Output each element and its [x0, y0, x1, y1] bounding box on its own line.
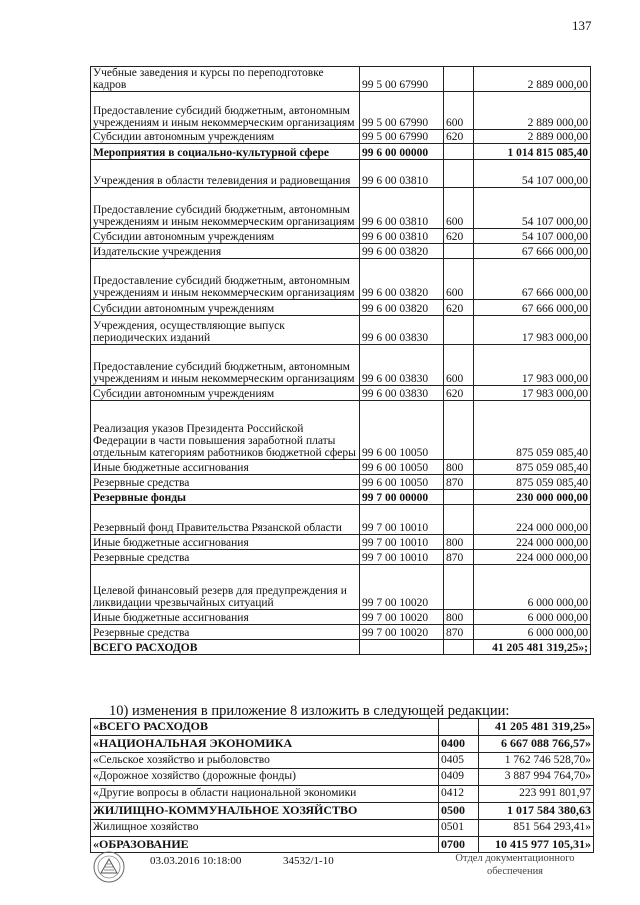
row-vr: 870	[444, 550, 474, 565]
row-amount: 223 991 801,97	[479, 786, 594, 803]
table-row	[91, 188, 591, 229]
row-name: Реализация указов Президента Российской Федерации в части повышения заработной платы отдельным категориям работников бюджетной сферы	[91, 401, 360, 460]
row-name: Жилищное хозяйство	[91, 819, 439, 836]
row-vr: 800	[444, 535, 474, 550]
page-number: 137	[572, 18, 592, 33]
footer-department-line2: обеспечения	[486, 866, 544, 877]
row-name: Резервные средства	[91, 475, 360, 490]
row-code: 99 6 00 03830	[360, 316, 444, 345]
row-name: Учреждения в области телевидения и радиовещания	[91, 160, 360, 188]
expenditure-table-continued	[90, 66, 591, 655]
table-row	[91, 259, 591, 300]
table-row	[91, 836, 594, 853]
row-name: Субсидии автономным учреждениям	[91, 130, 360, 144]
row-name: Предоставление субсидий бюджетным, автономным учреждениям и иным некоммерческим организациям	[91, 259, 360, 300]
table-row	[91, 550, 591, 565]
table-row	[91, 769, 594, 786]
row-code: 99 6 00 03820	[360, 259, 444, 300]
row-code: 0700	[439, 836, 479, 853]
row-code: 99 6 00 03810	[360, 229, 444, 244]
table-row	[91, 625, 591, 640]
row-amount: 1 014 815 085,40	[474, 144, 591, 160]
table-row	[91, 386, 591, 401]
row-vr	[444, 505, 474, 535]
row-amount: 54 107 000,00	[474, 229, 591, 244]
row-code: 99 5 00 67990	[360, 130, 444, 144]
row-code: 99 7 00 00000	[360, 490, 444, 505]
row-vr: 620	[444, 300, 474, 316]
row-name: ВСЕГО РАСХОДОВ	[91, 640, 360, 655]
row-amount: 2 889 000,00	[474, 92, 591, 130]
table-row	[91, 819, 594, 836]
row-name: Резервные фонды	[91, 490, 360, 505]
row-name: Субсидии автономным учреждениям	[91, 300, 360, 316]
row-vr	[444, 160, 474, 188]
row-vr	[444, 490, 474, 505]
row-code: 0400	[439, 735, 479, 752]
row-amount: 67 666 000,00	[474, 300, 591, 316]
row-code: 99 5 00 67990	[360, 67, 444, 92]
row-code: 99 7 00 10010	[360, 505, 444, 535]
row-amount: 3 887 994 764,70»	[479, 769, 594, 786]
row-amount: 230 000 000,00	[474, 490, 591, 505]
row-name: «НАЦИОНАЛЬНАЯ ЭКОНОМИКА	[91, 735, 439, 752]
row-vr: 600	[444, 188, 474, 229]
row-code: 99 6 00 10050	[360, 475, 444, 490]
table-row	[91, 802, 594, 819]
appendix-8-table	[90, 718, 594, 853]
row-amount: 875 059 085,40	[474, 460, 591, 475]
row-vr	[444, 67, 474, 92]
row-amount: 41 205 481 319,25»	[479, 719, 594, 736]
row-name: «ОБРАЗОВАНИЕ	[91, 836, 439, 853]
row-code: 99 6 00 00000	[360, 144, 444, 160]
row-vr	[444, 401, 474, 460]
row-code: 99 7 00 10010	[360, 550, 444, 565]
table-row	[91, 610, 591, 625]
row-code: 99 7 00 10020	[360, 610, 444, 625]
row-name: Учреждения, осуществляющие выпуск периодических изданий	[91, 316, 360, 345]
row-vr: 870	[444, 625, 474, 640]
row-code: 99 7 00 10020	[360, 625, 444, 640]
row-name: «Сельское хозяйство и рыболовство	[91, 752, 439, 769]
row-vr: 800	[444, 610, 474, 625]
table-row	[91, 535, 591, 550]
row-vr: 620	[444, 386, 474, 401]
row-code: 99 6 00 10050	[360, 401, 444, 460]
row-code: 0501	[439, 819, 479, 836]
row-vr: 870	[444, 475, 474, 490]
row-name: Мероприятия в социально-культурной сфере	[91, 144, 360, 160]
row-vr: 620	[444, 229, 474, 244]
row-amount: 6 667 088 766,57»	[479, 735, 594, 752]
row-amount: 2 889 000,00	[474, 130, 591, 144]
amendment-sentence: 10) изменения в приложение 8 изложить в следующей редакции:	[109, 703, 510, 719]
row-name: Резервные средства	[91, 625, 360, 640]
row-code: 99 7 00 10010	[360, 535, 444, 550]
row-amount: 17 983 000,00	[474, 316, 591, 345]
row-vr: 600	[444, 259, 474, 300]
emblem-stamp-icon	[92, 850, 126, 884]
table-row	[91, 460, 591, 475]
row-name: Предоставление субсидий бюджетным, автономным учреждениям и иным некоммерческим организациям	[91, 345, 360, 386]
row-name: Иные бюджетные ассигнования	[91, 535, 360, 550]
table-row	[91, 144, 591, 160]
row-amount: 875 059 085,40	[474, 401, 591, 460]
row-vr	[444, 640, 474, 655]
table-row	[91, 67, 591, 92]
row-code	[439, 719, 479, 736]
row-amount: 1 762 746 528,70»	[479, 752, 594, 769]
row-code: 99 6 00 03820	[360, 244, 444, 259]
row-name: Иные бюджетные ассигнования	[91, 460, 360, 475]
row-name: Предоставление субсидий бюджетным, автономным учреждениям и иным некоммерческим организациям	[91, 92, 360, 130]
footer-doc-id: 34532/1-10	[283, 855, 334, 867]
row-name: Резервный фонд Правительства Рязанской области	[91, 505, 360, 535]
table-row	[91, 92, 591, 130]
row-amount: 851 564 293,41»	[479, 819, 594, 836]
row-amount: 67 666 000,00	[474, 244, 591, 259]
row-amount: 875 059 085,40	[474, 475, 591, 490]
table-row	[91, 229, 591, 244]
row-amount: 224 000 000,00	[474, 535, 591, 550]
row-amount: 1 017 584 380,63	[479, 802, 594, 819]
row-amount: 41 205 481 319,25»;	[474, 640, 591, 655]
row-vr: 620	[444, 130, 474, 144]
table-row	[91, 401, 591, 460]
row-code: 99 6 00 03830	[360, 345, 444, 386]
row-code: 99 6 00 03820	[360, 300, 444, 316]
table-row	[91, 490, 591, 505]
table-row	[91, 786, 594, 803]
row-amount: 6 000 000,00	[474, 610, 591, 625]
row-amount: 17 983 000,00	[474, 386, 591, 401]
row-name: Предоставление субсидий бюджетным, автономным учреждениям и иным некоммерческим организациям	[91, 188, 360, 229]
table-row	[91, 244, 591, 259]
row-amount: 2 889 000,00	[474, 67, 591, 92]
row-amount: 224 000 000,00	[474, 505, 591, 535]
table-row	[91, 316, 591, 345]
row-vr	[444, 316, 474, 345]
row-code: 99 6 00 10050	[360, 460, 444, 475]
table-row	[91, 752, 594, 769]
row-vr: 600	[444, 92, 474, 130]
row-name: «ВСЕГО РАСХОДОВ	[91, 719, 439, 736]
table-row	[91, 345, 591, 386]
footer-date: 03.03.2016 10:18:00	[150, 855, 242, 867]
row-vr	[444, 565, 474, 610]
table-row	[91, 735, 594, 752]
row-code: 99 6 00 03830	[360, 386, 444, 401]
row-name: «Дорожное хозяйство (дорожные фонды)	[91, 769, 439, 786]
row-code: 0405	[439, 752, 479, 769]
row-code: 0412	[439, 786, 479, 803]
row-name: Иные бюджетные ассигнования	[91, 610, 360, 625]
table-row	[91, 565, 591, 610]
row-amount: 54 107 000,00	[474, 160, 591, 188]
row-amount: 17 983 000,00	[474, 345, 591, 386]
row-vr	[444, 144, 474, 160]
row-name: ЖИЛИЩНО-КОММУНАЛЬНОЕ ХОЗЯЙСТВО	[91, 802, 439, 819]
row-name: Субсидии автономным учреждениям	[91, 386, 360, 401]
row-code: 0409	[439, 769, 479, 786]
row-code	[360, 640, 444, 655]
row-amount: 54 107 000,00	[474, 188, 591, 229]
table-row	[91, 130, 591, 144]
row-amount: 6 000 000,00	[474, 565, 591, 610]
row-vr: 800	[444, 460, 474, 475]
row-amount: 67 666 000,00	[474, 259, 591, 300]
table-row	[91, 300, 591, 316]
footer-department	[440, 852, 590, 878]
row-code: 99 7 00 10020	[360, 565, 444, 610]
footer-department-line1: Отдел документационного	[455, 853, 575, 864]
table-row	[91, 719, 594, 736]
row-amount: 224 000 000,00	[474, 550, 591, 565]
table-row	[91, 475, 591, 490]
table-row	[91, 505, 591, 535]
row-amount: 6 000 000,00	[474, 625, 591, 640]
row-code: 99 5 00 67990	[360, 92, 444, 130]
row-name: Резервные средства	[91, 550, 360, 565]
row-code: 99 6 00 03810	[360, 188, 444, 229]
row-name: Субсидии автономным учреждениям	[91, 229, 360, 244]
row-amount: 10 415 977 105,31»	[479, 836, 594, 853]
table-row	[91, 160, 591, 188]
row-vr: 600	[444, 345, 474, 386]
row-code: 99 6 00 03810	[360, 160, 444, 188]
row-vr	[444, 244, 474, 259]
row-name: «Другие вопросы в области национальной экономики	[91, 786, 439, 803]
row-name: Учебные заведения и курсы по переподготовке кадров	[91, 67, 360, 92]
row-name: Целевой финансовый резерв для предупреждения и ликвидации чрезвычайных ситуаций	[91, 565, 360, 610]
row-name: Издательские учреждения	[91, 244, 360, 259]
row-code: 0500	[439, 802, 479, 819]
table-row	[91, 640, 591, 655]
